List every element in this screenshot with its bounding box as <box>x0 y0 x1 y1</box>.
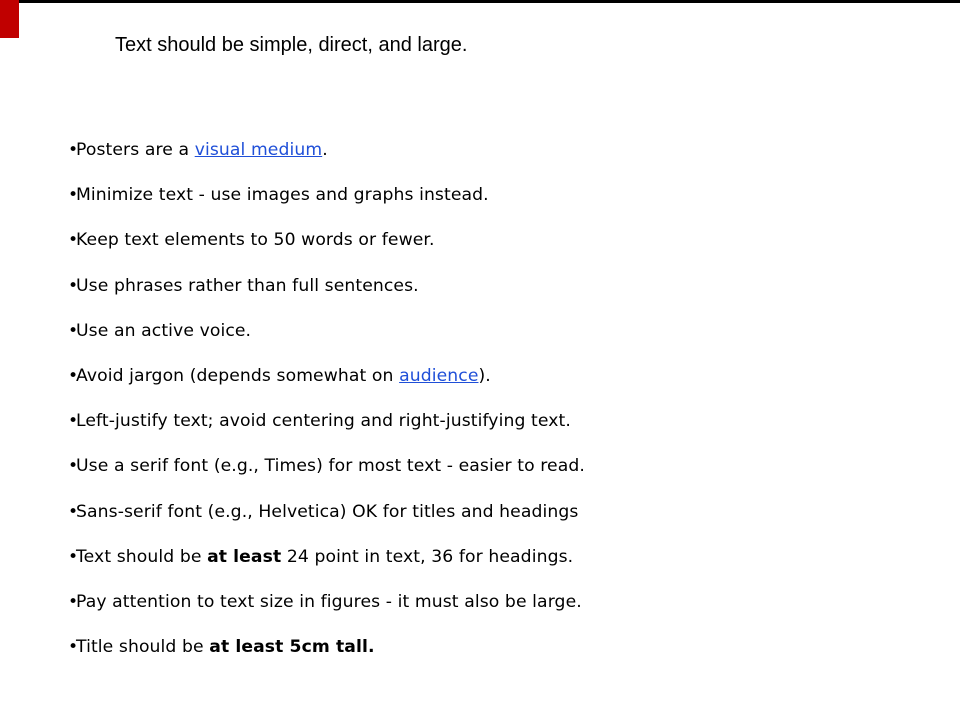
bullet-dot: • <box>68 637 79 658</box>
visual-medium-link[interactable]: visual medium <box>194 140 323 160</box>
bullet-dot: • <box>68 185 79 206</box>
bullet-dot: • <box>68 456 79 477</box>
bullet-item-visual-medium <box>68 137 928 182</box>
bullet-text: Sans-serif font (e.g., Helvetica) OK for titles and headings <box>76 501 579 522</box>
bullet-text: Left-justify text; avoid centering and right-justifying text. <box>76 411 571 432</box>
bullet-item-avoid-jargon <box>68 363 928 408</box>
bullet-text: Avoid jargon (depends somewhat on <box>76 365 400 386</box>
bullet-text: Use an active voice. <box>76 320 252 341</box>
bullet-text: Posters are a <box>76 140 195 160</box>
bullet-text: Use a serif font (e.g., Times) for most text - easier to read. <box>76 456 585 477</box>
bullet-dot: • <box>68 501 79 522</box>
bullet-text: Title should be <box>76 637 210 658</box>
audience-link[interactable]: audience <box>399 365 479 386</box>
accent-block <box>0 0 19 38</box>
bullet-text: Use phrases rather than full sentences. <box>76 275 419 296</box>
bullet-emphasis: at least 5cm tall. <box>209 637 375 658</box>
bullet-item-phrases <box>68 273 928 318</box>
bullet-dot: • <box>68 320 79 341</box>
bullet-text: Keep text elements to 50 words or fewer. <box>76 230 435 251</box>
bullet-dot: • <box>68 140 79 160</box>
bullet-item-serif-font <box>68 453 928 498</box>
bullet-text: Minimize text - use images and graphs instead. <box>76 185 489 206</box>
bullet-dot: • <box>68 230 79 251</box>
bullet-item-minimize-text <box>68 182 928 227</box>
bullet-item-title-height <box>68 634 928 679</box>
bullet-dot: • <box>68 591 79 612</box>
bullet-text: . <box>322 140 328 160</box>
top-border-rule <box>0 0 960 3</box>
slide-title: Text should be simple, direct, and large. <box>115 34 468 56</box>
bullet-item-figure-text <box>68 589 928 634</box>
bullet-dot: • <box>68 275 79 296</box>
bullet-item-text-size <box>68 544 928 589</box>
bullet-dot: • <box>68 411 79 432</box>
bullet-text: Text should be <box>76 546 208 567</box>
bullet-item-sans-serif-font <box>68 499 928 544</box>
bullet-text: Pay attention to text size in figures - it must also be large. <box>76 591 582 612</box>
bullet-item-left-justify <box>68 408 928 453</box>
bullet-text: 24 point in text, 36 for headings. <box>281 546 574 567</box>
bullet-list <box>68 137 928 679</box>
bullet-text: ). <box>478 365 491 386</box>
bullet-item-word-limit <box>68 227 928 272</box>
bullet-emphasis: at least <box>207 546 282 567</box>
bullet-dot: • <box>68 365 79 386</box>
bullet-item-active-voice <box>68 318 928 363</box>
bullet-dot: • <box>68 546 79 567</box>
